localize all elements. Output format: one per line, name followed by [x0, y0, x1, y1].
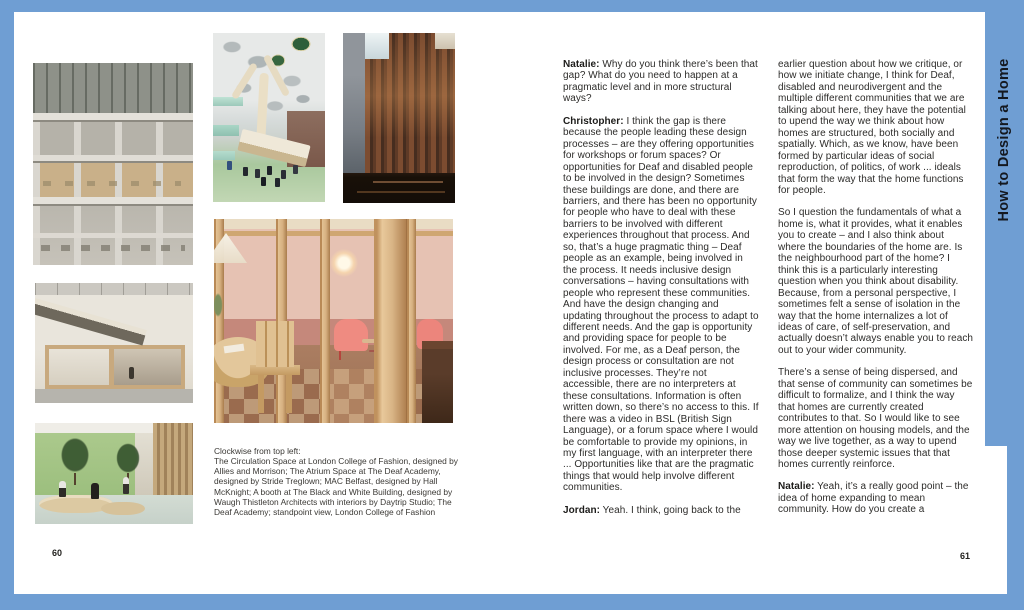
- dialogue-column-2: [778, 59, 974, 527]
- paragraph: [778, 207, 974, 356]
- chapter-title-vertical: How to Design a Home: [996, 58, 1012, 222]
- photo-detail-people: [227, 161, 232, 170]
- dialogue-text: Why do you think there’s been that gap? What do you need to happen at a pragmatic level and in more structural ways?: [563, 59, 758, 105]
- dialogue-text: There’s a sense of being dispersed, and that sense of community can sometimes be difficult to formalize, and I think the way that homes are currently created contributes to that. So I would like to see more attention on housing models, and the way we live together, as a way to upend those deeper systemic issues that that homes currently reinforce.: [778, 367, 973, 470]
- photo-detail-wall-lamp: [330, 249, 358, 277]
- speaker-name: Christopher:: [563, 115, 624, 127]
- photo-detail-person: [129, 367, 134, 379]
- page-number-right: 61: [960, 551, 971, 561]
- photo-detail-pink-armchair: [334, 319, 368, 351]
- photo-detail-desks: [43, 181, 181, 186]
- frame-bottom: [0, 594, 1024, 610]
- paragraph: [563, 505, 759, 516]
- photo-mac-belfast: [343, 33, 455, 203]
- caption-intro: Clockwise from top left:: [214, 446, 301, 456]
- photo-detail-cabinet: [422, 341, 453, 423]
- dialogue-text: Yeah, it’s a really good point – the idea of home expanding to mean community. How do you create a: [778, 481, 969, 516]
- dialogue-text: Yeah. I think, going back to the: [600, 504, 741, 516]
- caption-body: The Circulation Space at London College of Fashion, designed by Allies and Morrison; The Atrium Space at The Deaf Academy, designed by Stride Treglown; MAC Belfast, designed by Hall McKnight; A booth at The Black and White Building, designed by Waugh Thistleton Architects with interiors by Daytrip Studio; The Deaf Academy; standpoint view, London College of Fashion: [214, 456, 458, 517]
- photo-detail-tree-branch: [231, 62, 258, 100]
- photo-detail-person: [59, 481, 66, 497]
- photo-detail-person: [91, 483, 99, 499]
- photo-detail-wood-post: [320, 219, 330, 423]
- dialogue-text: I think the gap is there because the people leading these design processes – are they offering opportunities for workshops or forum spaces? Or opportunities for Deaf and disabled people to be involved in the design? Sometimes these buildings are done, and there are barriers, and there has been no opportunity for people who have to deal with these barriers to be involved with different experiences throughout that process. And so, that’s a huge pragmatic thing – Deaf people as an example, being involved in the process. It needs inclusive design conversations – having consultations with people who represent these communities. And have the design changing and updating throughout the process to adapt to different needs. And the gap is opportunity and providing space for people to be involved. For me, as a Deaf person, the design process or consultation are not inclusive processes. They’re not accessible, there are no interpreters at these consultations. Information is often written down, so there’s no access to this. If there was a video in BSL (British Sign Language), or a forum space where I would be comfortable to provide my opinions, in my first language, with an interpreter there ... Opportunities like that are the pragmatic things that would help involve different communities.: [563, 115, 759, 494]
- dialogue-text: So I question the fundamentals of what a home is, what it provides, what it enables you to create – and I also think about where the boundaries of the home are. Is the neighbourhood part of the home? I think this is a particularly interesting question when you think about disability. Because, from a personal perspective, I sometimes felt a sense of isolation in the way that the home internalizes a lot of ideas of care, of self-preservation, and actually doesn’t always enable you to reach out to your wider community.: [778, 207, 974, 356]
- photo-detail-wood-chair: [250, 321, 300, 413]
- speaker-name: Jordan:: [563, 504, 601, 516]
- photo-deaf-academy-interior: [35, 283, 193, 403]
- photo-detail-wood-post: [407, 219, 416, 423]
- dialogue-column-1: [563, 59, 759, 527]
- photo-detail-wood-post: [374, 219, 407, 423]
- frame-left: [0, 0, 14, 610]
- page-number-left: 60: [52, 548, 63, 558]
- photo-detail-tree: [57, 433, 93, 477]
- paragraph: [563, 116, 759, 494]
- paragraph: [778, 59, 974, 196]
- photo-detail-tree: [113, 439, 143, 477]
- photo-detail-plant: [214, 289, 224, 321]
- photo-detail-desks: [41, 245, 185, 251]
- paragraph: [563, 59, 759, 105]
- photo-detail-person: [123, 477, 129, 494]
- speaker-name: Natalie:: [563, 59, 600, 70]
- photo-detail-wood-transom: [214, 231, 453, 236]
- dialogue-text: earlier question about how we critique, or how we initiate change, I think for Deaf, disabled and neurodivergent and the multiple different communities that we are talking about here, they have the potential to upend the way we think about how homes are structured, both socially and spatially. Which, as we know, have been formed by particular ideas of social reproduction, of politics, of work ... ideals that form the way that the home functions for people.: [778, 59, 966, 196]
- frame-top: [0, 0, 1024, 12]
- photo-atrium-space-deaf-academy: [213, 33, 325, 202]
- paragraph: [778, 367, 974, 470]
- photo-detail-bench: [101, 502, 145, 515]
- paragraph: [778, 481, 974, 515]
- photo-circulation-space-london-college-of-fashion: [33, 63, 193, 265]
- speaker-name: Natalie:: [778, 481, 815, 493]
- photo-caption: [214, 446, 464, 517]
- photo-booth-black-and-white-building: [214, 219, 453, 423]
- photo-standpoint-view-london-college-of-fashion: [35, 423, 193, 524]
- photo-detail-staircase: [35, 296, 147, 345]
- photo-detail-staircase: [237, 129, 310, 167]
